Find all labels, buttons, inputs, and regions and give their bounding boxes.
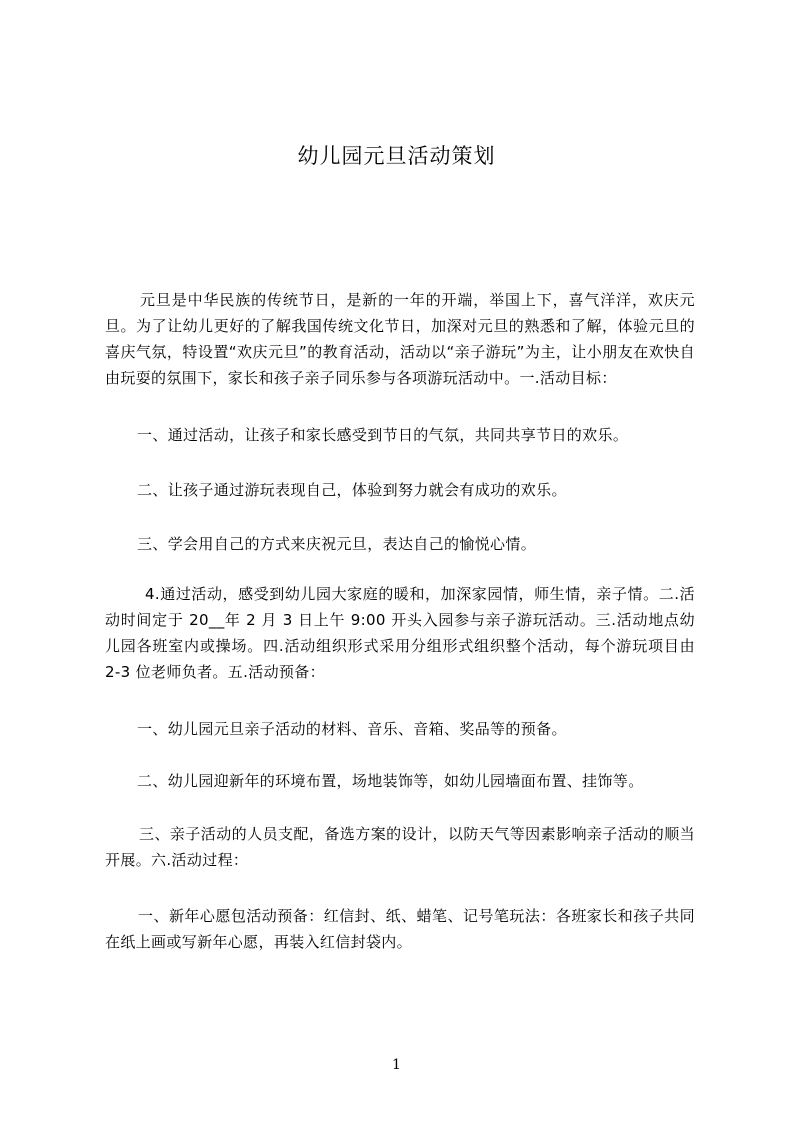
page-number: 1: [392, 1057, 401, 1073]
process-item-1: 一、新年心愿包活动预备：红信封、纸、蜡笔、记号笔玩法：各班家长和孩子共同在纸上画或写新年心愿，再装入红信封袋内。: [105, 907, 695, 951]
preparation-item-3: 三、亲子活动的人员支配，备选方案的设计，以防天气等因素影响亲子活动的顺当开展。六.活动过程：: [105, 825, 695, 869]
document-title: 幼儿园元旦活动策划: [297, 144, 496, 168]
preparation-item-1: 一、幼儿园元旦亲子活动的材料、音乐、音箱、奖品等的预备。: [137, 720, 567, 738]
preparation-item-2: 二、幼儿园迎新年的环境布置，场地装饰等，如幼儿园墙面布置、挂饰等。: [137, 772, 644, 790]
goal-item-2: 二、让孩子通过游玩表现自己，体验到努力就会有成功的欢乐。: [137, 481, 567, 499]
intro-paragraph: 元旦是中华民族的传统节日，是新的一年的开端，举国上下，喜气洋洋，欢庆元旦。为了让幼儿更好的了解我国传统文化节日，加深对元旦的熟悉和了解，体验元旦的喜庆气氛，特设置“欢庆元旦”的教育活动，活动以“亲子游玩”为主，让小朋友在欢快自由玩耍的氛围下，家长和孩子亲子同乐参与各项游玩活动中。一.活动目标：: [105, 291, 695, 387]
goal-item-1: 一、通过活动，让孩子和家长感受到节日的气氛，共同共享节日的欢乐。: [137, 426, 629, 444]
goal-item-3: 三、学会用自己的方式来庆祝元旦，表达自己的愉悦心情。: [137, 535, 537, 553]
goal-item-4-and-arrangements: 4.通过活动，感受到幼儿园大家庭的暖和，加深家园情，师生情，亲子情。二.活动时间定于 20__年 2 月 3 日上午 9:00 开头入园参与亲子游玩活动。三.活动地点幼儿园各班室内或操场。四.活动组织形式采用分组形式组织整个活动，每个游玩项目由 2-3 位老师负者。五.活动预备：: [105, 585, 695, 681]
